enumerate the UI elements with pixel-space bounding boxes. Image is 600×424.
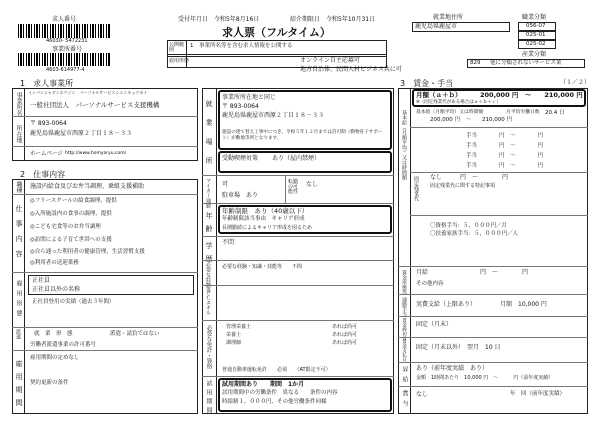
tenkin-label: 転勤の可能性: [288, 179, 299, 195]
chingin-label: 賃金形態等: [401, 270, 407, 295]
shokyu-amount: 金額 1時間あたり 10,000 円 ～ 円（前年度実績）: [416, 375, 554, 381]
shiharai-label: 賃金支払日: [401, 339, 407, 362]
shokugyo-label: 職業分類: [522, 14, 547, 21]
kotei-label: 固定残業代: [413, 176, 419, 201]
code-3: 025-02: [526, 41, 546, 47]
shokushu-value: 施設内給食及びお弁当調理、乗組支援補助: [30, 183, 145, 190]
shugyo-zip: 〒 893-0064: [222, 103, 259, 110]
shikaku-label: 必要な免許・資格: [205, 325, 212, 369]
nenrei-3: 長期勤続によるキャリア形成を図るため: [222, 225, 313, 231]
kotei-value: なし 円 ～ 円: [430, 174, 509, 181]
tsukin-amount: 月額 10,000 円: [500, 301, 547, 308]
sec1-addr-label: 所在地: [15, 125, 22, 143]
chusha-value: 駐車場 あり: [222, 192, 259, 199]
uketsuke-date: 受付年月日 令和5年8月16日: [178, 16, 260, 23]
sec1-name-label: 事業所名: [15, 92, 22, 116]
teate-row-4: 手当 円 ～ 円: [466, 163, 544, 169]
haken-item-1: 就 業 形 態: [34, 331, 73, 337]
shugyo-addr: 鹿児島県鹿屋市西原２丁目１８－３３: [222, 112, 325, 119]
haken-no: 労働者派遣事業の許可番号: [30, 342, 97, 348]
sec3-title: 3 賃金・手当: [400, 79, 454, 88]
menkyo-value: 必要な経験・知識・技能等 不問: [222, 264, 303, 270]
pc-label: ＰＣスキル: [205, 290, 211, 315]
teate-row-1: 手当 円 ～ 円: [466, 133, 544, 139]
naiyo-line-1: ◎フリースクールの給食調理、提供: [30, 198, 117, 204]
sangyo-text: 他に分類されないサービス業: [490, 60, 562, 66]
gakureki-label: 学歴: [205, 242, 213, 268]
koyo-value-1: 正社員: [32, 277, 51, 284]
jigyosho-bango-label: 事業所番号: [52, 46, 83, 53]
naiyo-label: 仕事内容: [15, 205, 23, 265]
nenrei-1: 年齢制限 あり（40歳以下）: [222, 207, 309, 215]
naiyo-line-4: ◎訪問による子育て世帯への支援: [30, 237, 112, 243]
sec1-title: 1 求人事業所: [20, 79, 74, 88]
shokyu-label: 昇給: [401, 366, 408, 386]
shikaku-3: 調理師: [226, 340, 242, 346]
tsukin-label: 通勤手当: [401, 297, 407, 317]
kihon-label-v: 基本給（月額平均）又は時間額: [401, 110, 407, 180]
getsugaku-label: 月額（ａ＋ｂ）: [416, 91, 462, 99]
hoken-label: 雇用期間: [15, 360, 23, 412]
sonota-naiyo: その他内容: [416, 281, 444, 287]
code-1: 056-07: [526, 23, 546, 29]
sec1-hp[interactable]: http://www.homyaryu.com/: [65, 151, 127, 156]
kihon-label: 基本給（月額平均）又は時間額: [416, 110, 484, 115]
kyujin-bango-label: 求人番号: [52, 16, 77, 23]
shokushu-label: 職種: [15, 181, 22, 193]
hoken-value: 雇用期間の定めなし: [30, 355, 80, 361]
hw-value: 鹿児島県鹿屋市: [415, 23, 458, 30]
barcode-jigyosho: [18, 53, 110, 66]
shiyo-1: 試用期間あり 期間 1か月: [222, 381, 305, 388]
shimebi-label: 賃金締切日: [401, 318, 407, 341]
seishain-koyo: 正社員登用の実績（過去３年間）: [32, 299, 115, 305]
naiyo-line-2: ◎入所施設内の食事の調理、提供: [30, 211, 112, 217]
online-note: オンライン自主応募可: [300, 57, 360, 64]
shoyo-label: 賞与: [401, 390, 408, 410]
haken-item-2: 派遣・請負ではない: [110, 331, 160, 337]
menkyo-label: 必要な経験等: [205, 262, 211, 292]
gakureki-value: 不問: [222, 239, 235, 246]
nenrei-2: 年齢制限該当事由 キャリア形成: [222, 216, 305, 222]
shoyo-value: なし: [416, 391, 429, 398]
nenrei-label: 年齢: [205, 212, 213, 238]
barcode-jigyosho-number: 4603-614977-4: [46, 67, 85, 73]
shokai-date: 紹介期限日 令和5年10月31日: [290, 16, 376, 23]
fuyo-teate: 〇扶養家族手当：５，０００円／人: [430, 231, 519, 237]
naiyo-line-6: ◎利用者の送迎業務: [30, 260, 79, 266]
shimebi-value: 固定（月末）: [416, 321, 453, 328]
tsukin-value: 実費支給（上限あり）: [416, 301, 477, 308]
barcode-kyujin-number: 46030- 5472231: [46, 38, 88, 44]
shugyo-label: 就業場所: [205, 100, 213, 176]
tsuki-label: 月平均労働日数: [506, 110, 540, 115]
shikaku-req-1: あれば尚可: [332, 324, 358, 330]
car-value: 可: [222, 181, 229, 188]
kotei-note: 固定残業代に関する特記事項: [430, 183, 496, 189]
tsuki-value: 20.4 日: [545, 110, 565, 116]
kokai-value: 1 事業所名等を含む求人情報を公開する: [190, 43, 293, 49]
shiyo-label: 試用期間: [205, 380, 212, 416]
shugyo-same: 事業所所在地と同じ: [222, 94, 277, 101]
sec1-furigana: イッパンシャダンホウジン パーソナルサービスシエンキョウカイ: [28, 90, 148, 95]
shoyo-amount: 年 回（前年度実績）: [510, 391, 566, 397]
teate-row-2: 手当 円 ～ 円: [466, 143, 544, 149]
code-2: 025-01: [526, 32, 546, 38]
sec3-page: （１／２）: [560, 79, 591, 86]
sec1-addr: 鹿児島県鹿屋市西原２丁目１８－３３: [30, 130, 133, 137]
page-title: 求人票（フルタイム）: [222, 26, 331, 39]
sangyo-label: 産業分類: [522, 51, 547, 58]
tenkin-value: なし: [306, 181, 319, 188]
koyo-keitai-label: 雇用形態: [169, 58, 190, 64]
koyo-value-2: 正社員以外の名称: [32, 286, 81, 293]
sec1-name: 一般社団法人 パーソナルサービス支援機構: [30, 101, 160, 109]
hw-label: 就業地住所: [433, 14, 464, 21]
shikaku-req-2: あれば尚可: [332, 332, 358, 338]
kihon-value: 200,000 円 ～ 210,000 円: [430, 117, 512, 123]
sec1-hp-label: ホームページ: [30, 151, 63, 157]
naiyo-line-3: ◎こども宅食等のお弁当調理: [30, 224, 101, 230]
keiyaku-joken: 契約更新の条件: [30, 380, 69, 386]
shikaku-1: 管理栄養士: [226, 324, 252, 330]
chiiki-note: 地方自治体、民間人材ビジネス共に可: [300, 66, 402, 73]
shiharai-value: 固定（月末以外） 翌月 10 日: [416, 344, 501, 351]
sec1-zip: 〒 893-0064: [30, 120, 67, 127]
shikaku-teate: 〇資格手当：５，０００円／月: [430, 223, 508, 229]
chingin-range: 円 ～ 円: [480, 269, 529, 276]
shokyu-value: あり（前年度実績 あり）: [416, 365, 489, 372]
kokai-label: 公開範囲: [169, 42, 185, 53]
shiyo-3: 時給制１，０００円、その他労働条件同様: [222, 399, 327, 405]
judoku-label: 受動喫煙対策: [222, 155, 259, 162]
judoku-value: あり（屋内禁煙）: [272, 155, 321, 162]
haken-label: 派遣: [15, 329, 21, 339]
koyo-label: 雇用形態: [15, 280, 22, 320]
naiyo-line-5: ◎自ら通った利用者の健康管理、生活習慣支援: [30, 249, 145, 255]
shikaku-2: 栄養士: [226, 332, 242, 338]
shugyo-note: 施設の建て替え工事中につき、令和５年１２月までは許可制（動物育子サポート）が敷地等所となります。: [222, 130, 383, 142]
teate-row-3: 手当 円 ～ 円: [466, 153, 544, 159]
unten-value: 普通自動車運転免許 必須 （AT限定不可）: [222, 367, 331, 373]
getsugaku-value: 200,000 円 ～ 210,000 円: [480, 91, 583, 99]
getsugaku-note: ※（固定残業代がある場合はａ＋ｂ＋ｃ）: [416, 100, 501, 105]
shikaku-req-3: あれば尚可: [332, 340, 358, 346]
shiyo-2: 試用期間中の労働条件 異なる 条件の内容: [222, 390, 338, 396]
car-label: マイカー通勤: [205, 178, 211, 208]
barcode-kyujin: [18, 24, 110, 38]
sec2-title: 2 仕事内容: [20, 170, 66, 179]
chingin-value: 月給: [416, 269, 429, 276]
sangyo-code: 829: [470, 60, 481, 66]
